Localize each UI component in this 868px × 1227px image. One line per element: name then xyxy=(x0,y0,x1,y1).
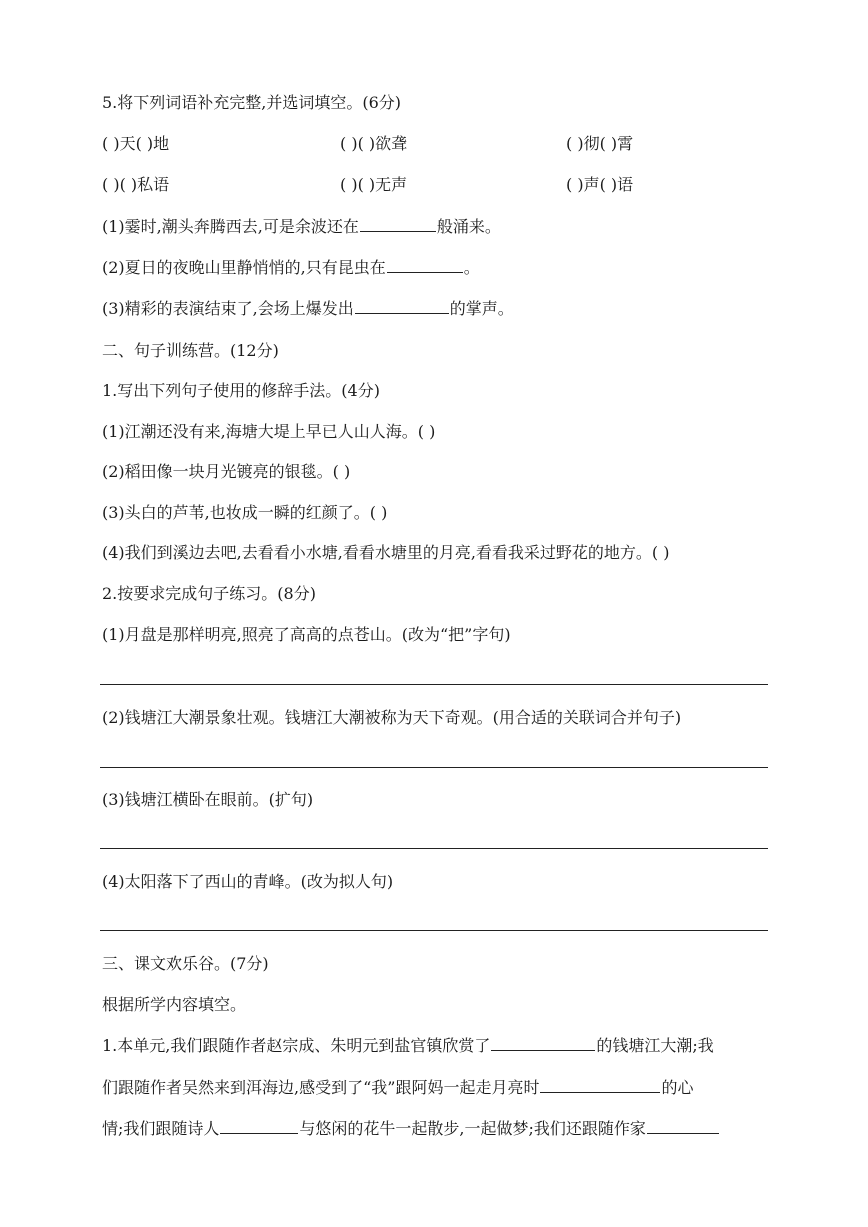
answer-line[interactable] xyxy=(100,684,768,685)
rhetoric-item: (2)稻田像一块月光镀亮的银毯。( ) xyxy=(102,462,351,481)
fill-sentence-text: 的钱塘江大潮;我 xyxy=(596,1036,714,1055)
answer-line[interactable] xyxy=(100,848,768,849)
fill-blank[interactable] xyxy=(360,217,436,232)
fill-sentence-text: (1)霎时,潮头奔腾西去,可是余波还在 xyxy=(102,217,359,236)
text-fill-line-1 xyxy=(102,1036,714,1056)
fill-sentence-2 xyxy=(102,258,480,278)
fill-sentence-text: 们跟随作者吴然来到洱海边,感受到了“我”跟阿妈一起走月亮时 xyxy=(102,1078,540,1097)
q5-title: 5.将下列词语补充完整,并选词填空。(6分) xyxy=(102,93,402,112)
sentence-exercise: (3)钱塘江横卧在眼前。(扩句) xyxy=(102,790,314,809)
text-fill-line-3 xyxy=(102,1119,720,1139)
fill-blank[interactable] xyxy=(355,299,449,314)
word-blank-item: ( )彻( )霄 xyxy=(566,134,634,153)
section-heading: 三、课文欢乐谷。(7分) xyxy=(102,954,269,973)
word-blank-item: ( )( )私语 xyxy=(102,175,170,194)
fill-blank[interactable] xyxy=(647,1119,719,1134)
section-intro: 根据所学内容填空。 xyxy=(102,995,247,1014)
answer-line[interactable] xyxy=(100,767,768,768)
word-blank-item: ( )声( )语 xyxy=(566,175,634,194)
fill-blank[interactable] xyxy=(491,1036,595,1051)
question-title: 1.写出下列句子使用的修辞手法。(4分) xyxy=(102,381,380,400)
fill-blank[interactable] xyxy=(220,1119,298,1134)
fill-blank[interactable] xyxy=(540,1078,660,1093)
fill-sentence-text: 与悠闲的花牛一起散步,一起做梦;我们还跟随作家 xyxy=(299,1119,646,1138)
fill-blank[interactable] xyxy=(387,258,463,273)
fill-sentence-text: 的掌声。 xyxy=(449,299,514,318)
answer-line[interactable] xyxy=(100,930,768,931)
word-blank-item: ( )天( )地 xyxy=(102,134,170,153)
text-fill-line-2 xyxy=(102,1078,693,1098)
section-heading: 二、句子训练营。(12分) xyxy=(102,341,279,360)
fill-sentence-3 xyxy=(102,299,514,319)
word-blank-item: ( )( )欲聋 xyxy=(340,134,408,153)
fill-sentence-text: 。 xyxy=(463,258,480,277)
fill-sentence-1 xyxy=(102,217,501,237)
fill-sentence-text: 般涌来。 xyxy=(436,217,501,236)
question-title: 2.按要求完成句子练习。(8分) xyxy=(102,584,316,603)
sentence-exercise: (1)月盘是那样明亮,照亮了高高的点苍山。(改为“把”字句) xyxy=(102,625,511,644)
fill-sentence-text: (3)精彩的表演结束了,会场上爆发出 xyxy=(102,299,354,318)
sentence-exercise: (2)钱塘江大潮景象壮观。钱塘江大潮被称为天下奇观。(用合适的关联词合并句子) xyxy=(102,708,682,727)
sentence-exercise: (4)太阳落下了西山的青峰。(改为拟人句) xyxy=(102,872,394,891)
rhetoric-item: (3)头白的芦苇,也妆成一瞬的红颜了。( ) xyxy=(102,503,388,522)
fill-sentence-text: 情;我们跟随诗人 xyxy=(102,1119,220,1138)
rhetoric-item: (1)江潮还没有来,海塘大堤上早已人山人海。( ) xyxy=(102,422,436,441)
fill-sentence-text: 1.本单元,我们跟随作者赵宗成、朱明元到盐官镇欣赏了 xyxy=(102,1036,491,1055)
fill-sentence-text: 的心 xyxy=(661,1078,694,1097)
word-blank-item: ( )( )无声 xyxy=(340,175,408,194)
fill-sentence-text: (2)夏日的夜晚山里静悄悄的,只有昆虫在 xyxy=(102,258,386,277)
rhetoric-item: (4)我们到溪边去吧,去看看小水塘,看看水塘里的月亮,看看我采过野花的地方。( ) xyxy=(102,543,670,562)
